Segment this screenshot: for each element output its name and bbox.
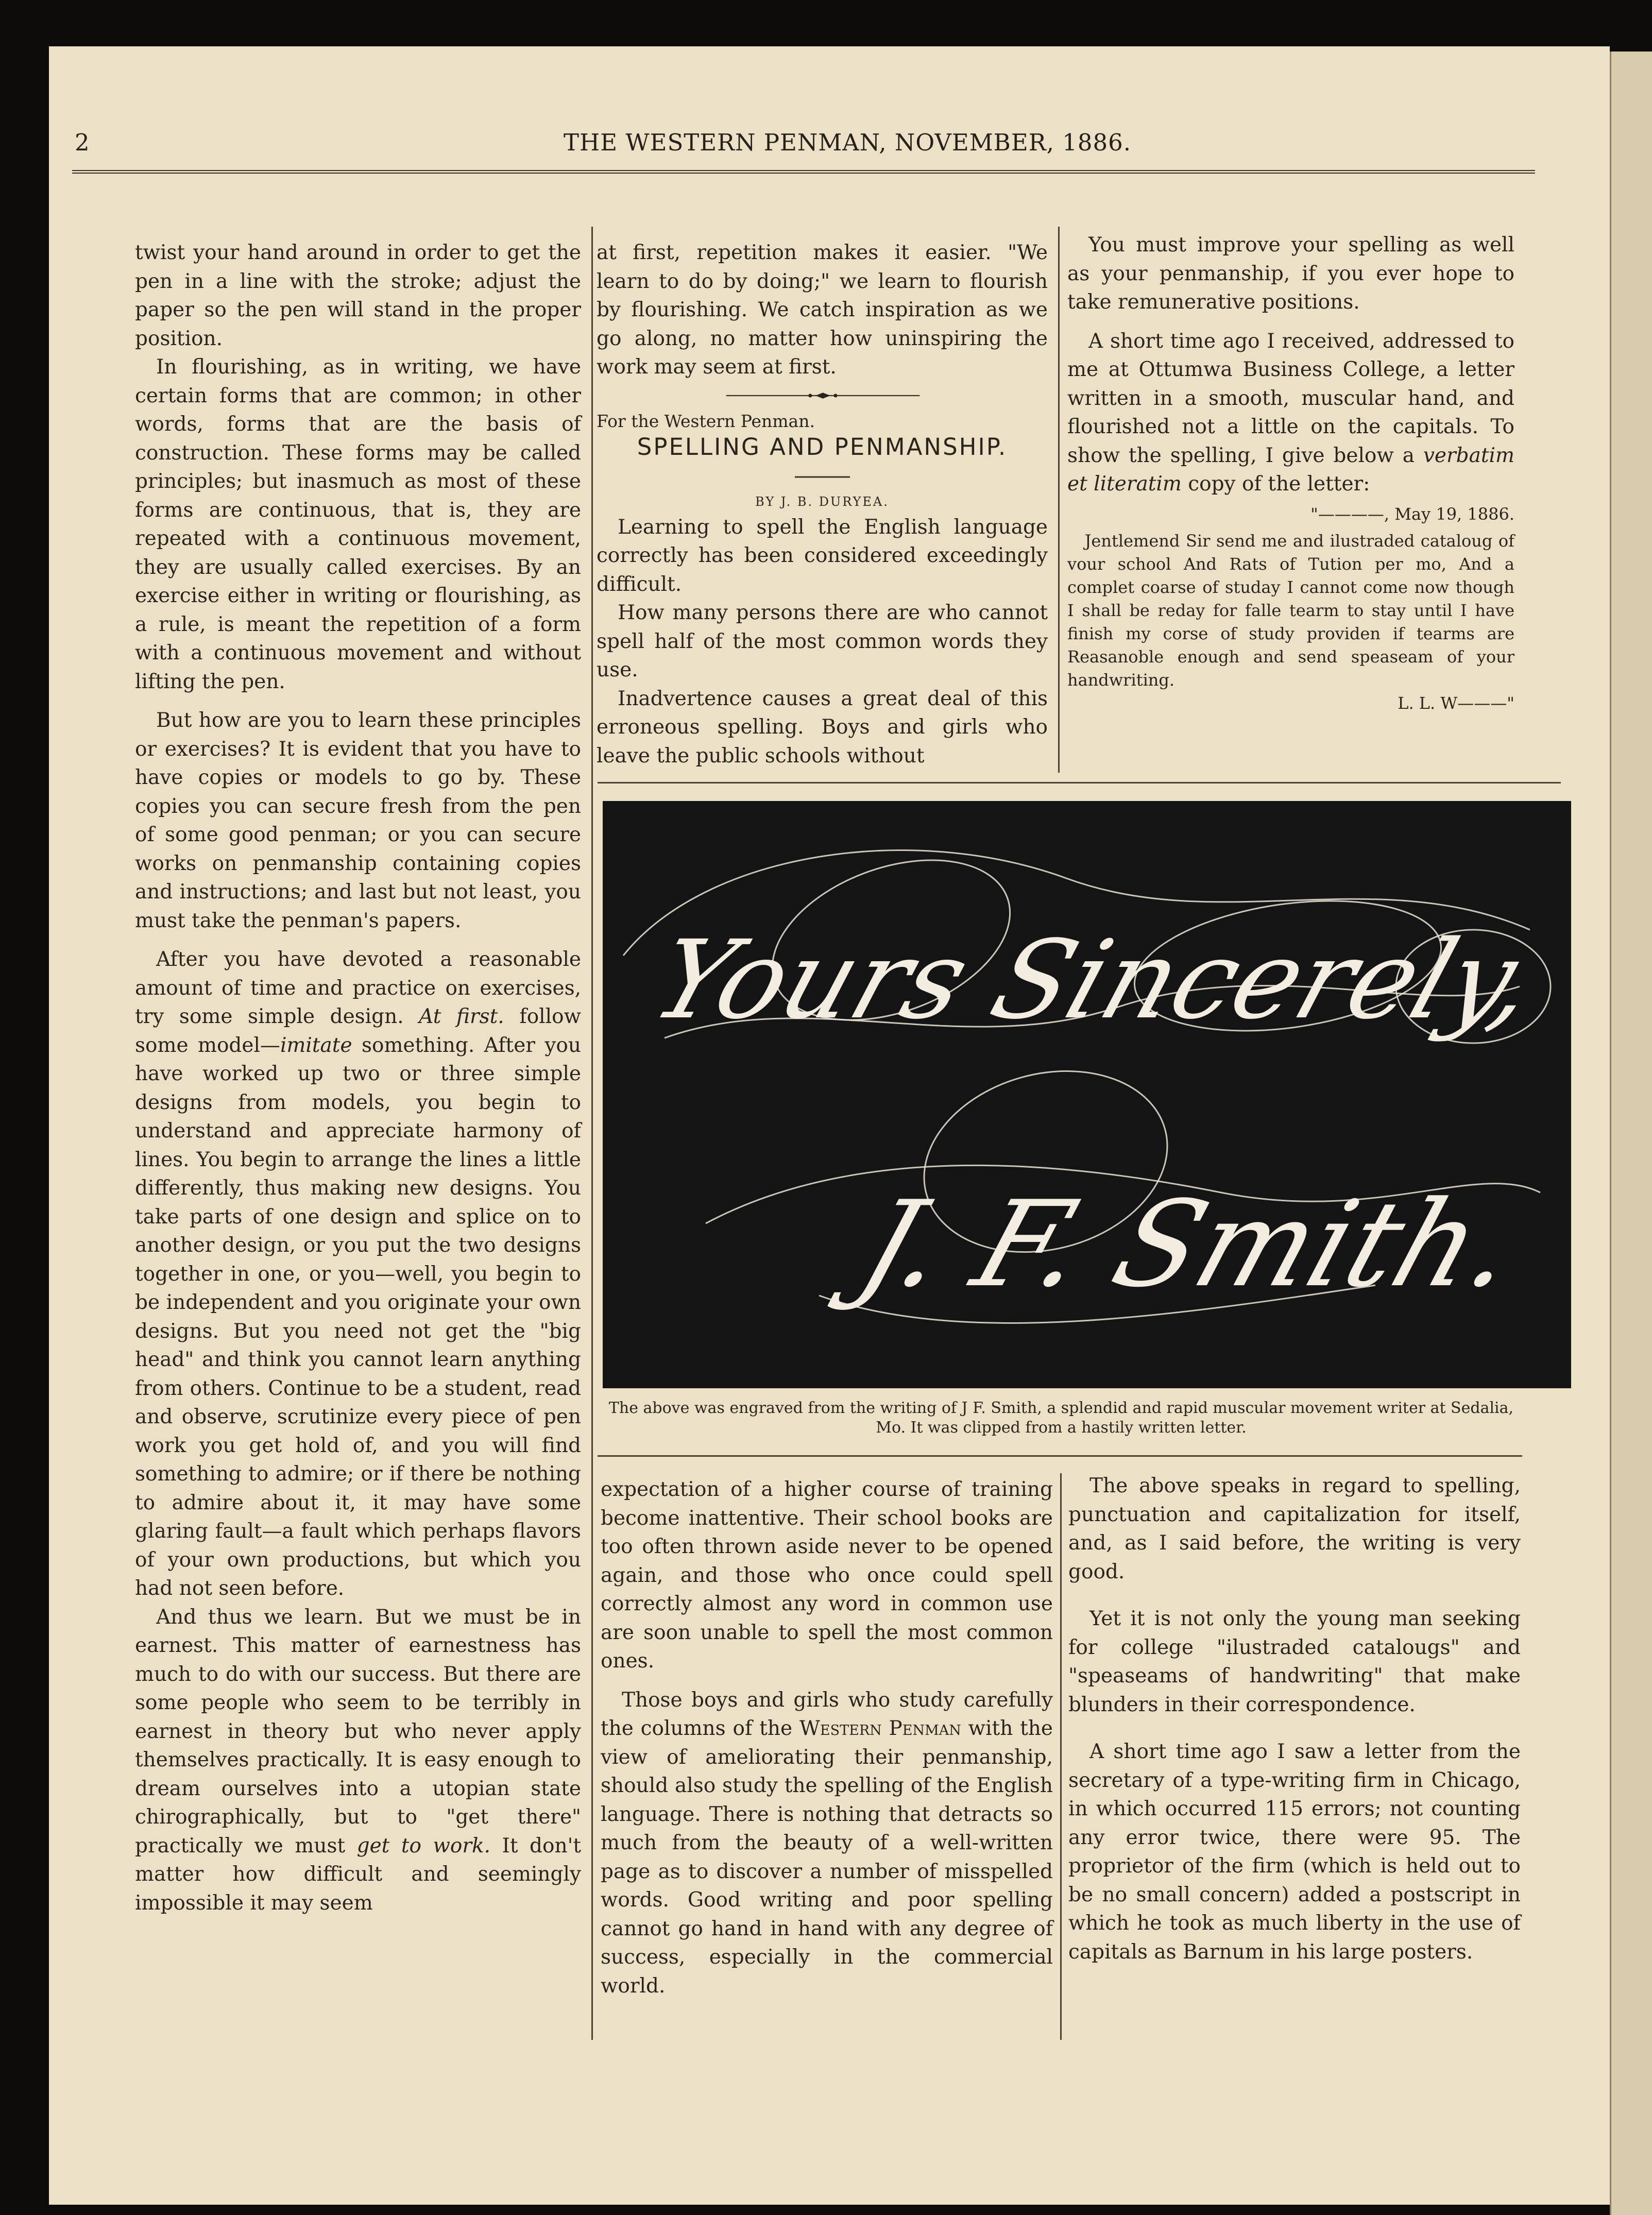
page-number: 2: [75, 129, 90, 156]
column-6-paragraph: A short time ago I saw a letter from the secretary of a type-writing firm in Chicago, in which occurred 115 errors; not counting any error twice, there were 95. The proprietor of the firm (which is held out to be no small concern) added a postscript in which he took as much liberty in the use of capitals as Barnum in his large posters.: [1068, 1740, 1521, 1964]
column-3-paragraph: [1067, 327, 1514, 499]
next-page-edge: [1610, 52, 1652, 2215]
column-6-paragraph: Yet it is not only the young man seeking for college "ilustraded catalougs" and "speaseams of handwriting" that make blunders in their correspondence.: [1068, 1607, 1521, 1716]
column-5-paragraph: expectation of a higher course of training become inattentive. Their school books are too often thrown aside never to be opened again, and those who once could spell correctly almost any word in common use are soon unable to spell the most common ones.: [601, 1478, 1053, 1673]
column-1-paragraph: [135, 945, 581, 1603]
paragraph-text: And thus we learn. But we must be in earnest. This matter of earnestness has much to do with our success. But there are some people who seem to be terribly in earnest in theory but who never apply themselves practically. It is easy enough to dream ourselves into a utopian state chirographically, but to "get there" practically we must: [135, 1605, 581, 1858]
header-rule: [72, 170, 1535, 174]
italic-text: imitate: [280, 1033, 352, 1057]
column-divider: [591, 227, 593, 2040]
column-1-paragraph: twist your hand around in order to get the pen in a line with the stroke; adjust the paper so the pen will stand in the proper position.: [135, 241, 581, 350]
journal-name: Western Penman: [799, 1717, 961, 1740]
engraving-caption: The above was engraved from the writing of J F. Smith, a splendid and rapid muscular movement writer at Sedalia, Mo. It was clipped from a hastily written letter.: [608, 1399, 1514, 1437]
column-1: [135, 238, 581, 1917]
paragraph-text: something. After you have worked up two or three simple designs from models, you begin to understand and appreciate harmony of lines. You begin to arrange the lines a little differently, thus making new designs. You take parts of one design and splice on to another design, or you put the two designs together in one, or you—well, you begin to be independent and you originate your own designs. But you need not get the "big head" and think you cannot learn anything from others. Continue to be a student, read and observe, scrutinize every piece of pen work you get hold of, and you will find something to admire; or if there be nothing to admire about it, it may have some glaring fault—a fault which perhaps flavors of your own productions, but which you had not seen before.: [135, 1033, 581, 1600]
section-rule: [598, 1455, 1522, 1457]
column-2: [597, 238, 1048, 770]
article-title: SPELLING AND PENMANSHIP.: [637, 433, 1008, 461]
paragraph-text: After you have devoted a reasonable amount of time and practice on exercises, try some simple design.: [135, 948, 581, 1028]
column-6: [1068, 1472, 1521, 1966]
italic-text: At first.: [419, 1005, 504, 1028]
column-2-paragraph: Learning to spell the English language correctly has been considered exceedingly difficult.: [597, 515, 1048, 596]
signature-engraving: [603, 801, 1571, 1388]
paragraph-text: copy of the letter:: [1181, 472, 1370, 496]
article-credit: For the Western Penman.: [597, 411, 815, 431]
italic-text: get to work.: [356, 1834, 490, 1858]
engraved-signature-line-1: Yours Sincerely,: [639, 917, 1553, 1043]
engraved-signature-line-2: J. F. Smith.: [845, 1175, 1536, 1314]
paragraph-text: Those boys and girls who study carefully the columns of the: [601, 1688, 1053, 1740]
column-2-paragraph: How many persons there are who cannot spell half of the most common words they use.: [597, 601, 1048, 681]
column-6-paragraph: The above speaks in regard to spelling, punctuation and capitalization for itself, and, as I said before, the writing is very good.: [1068, 1474, 1521, 1583]
section-rule: [598, 782, 1561, 783]
article-byline: BY J. B. DURYEA.: [755, 494, 889, 509]
paragraph-text: with the view of ameliorating their penmanship, should also study the spelling of the English language. There is nothing that detracts so much from the beauty of a well-written page as to discover a number of misspelled words. Good writing and poor spelling cannot go hand in hand with any degree of success, especially in the commercial world.: [601, 1717, 1053, 1998]
ornament-divider: [597, 389, 1048, 402]
column-3: [1067, 231, 1514, 715]
column-1-paragraph: In flourishing, as in writing, we have certain forms that are common; in other words, forms that are the basis of construction. These forms may be called principles; but inasmuch as most of these forms are continuous, that is, they are repeated with a continuous movement, they are usually called exercises. By an exercise either in writing or flourishing, as a rule, is meant the repetition of a form with a continuous movement and without lifting the pen.: [135, 355, 581, 693]
column-1-paragraph: [135, 1603, 581, 1918]
quoted-letter: Jentlemend Sir send me and ilustraded cataloug of vour school And Rats of Tution per mo, And a complet coarse of studay I cannot come now though I shall be reday for falle tearm to stay until I have finish my corse of study providen if tearms are Reasanoble enough and send speaseam of your handwriting.: [1067, 531, 1514, 690]
journal-title: THE WESTERN PENMAN, NOVEMBER, 1886.: [563, 129, 1132, 156]
paragraph-text: A short time ago I received, addressed to me at Ottumwa Business College, a letter written in a smooth, muscular hand, and flourished not a little on the capitals. To show the spelling, I give below a: [1067, 329, 1514, 467]
page-header: [75, 129, 1532, 165]
paragraph-text: It don't matter how difficult and seemingly impossible it may seem: [135, 1834, 581, 1915]
letter-date: "————, May 19, 1886.: [1310, 504, 1514, 524]
column-1-paragraph: But how are you to learn these principles or exercises? It is evident that you have to have copies or models to go by. These copies you can secure fresh from the pen of some good penman; or you can secure works on penmanship containing copies and instructions; and last but not least, you must take the penman's papers.: [135, 709, 581, 932]
column-divider: [1060, 1473, 1062, 2040]
column-5-paragraph: [601, 1686, 1053, 2001]
column-2-paragraph: at first, repetition makes it easier. "We learn to do by doing;" we learn to flourish by flourishing. We catch inspiration as we go along, no matter how uninspiring the work may seem at first.: [597, 241, 1048, 379]
column-2-paragraph: Inadvertence causes a great deal of this erroneous spelling. Boys and girls who leave the public schools without: [597, 687, 1048, 768]
paragraph-text: follow some model—: [135, 1005, 581, 1057]
letter-signature: L. L. W———": [1398, 693, 1514, 713]
column-3-paragraph: You must improve your spelling as well as your penmanship, if you ever hope to take remunerative positions.: [1067, 233, 1514, 314]
italic-text: verbatim et literatim: [1067, 444, 1514, 496]
column-5: [601, 1475, 1053, 2000]
column-divider: [1058, 227, 1060, 773]
title-rule: [597, 472, 1048, 482]
